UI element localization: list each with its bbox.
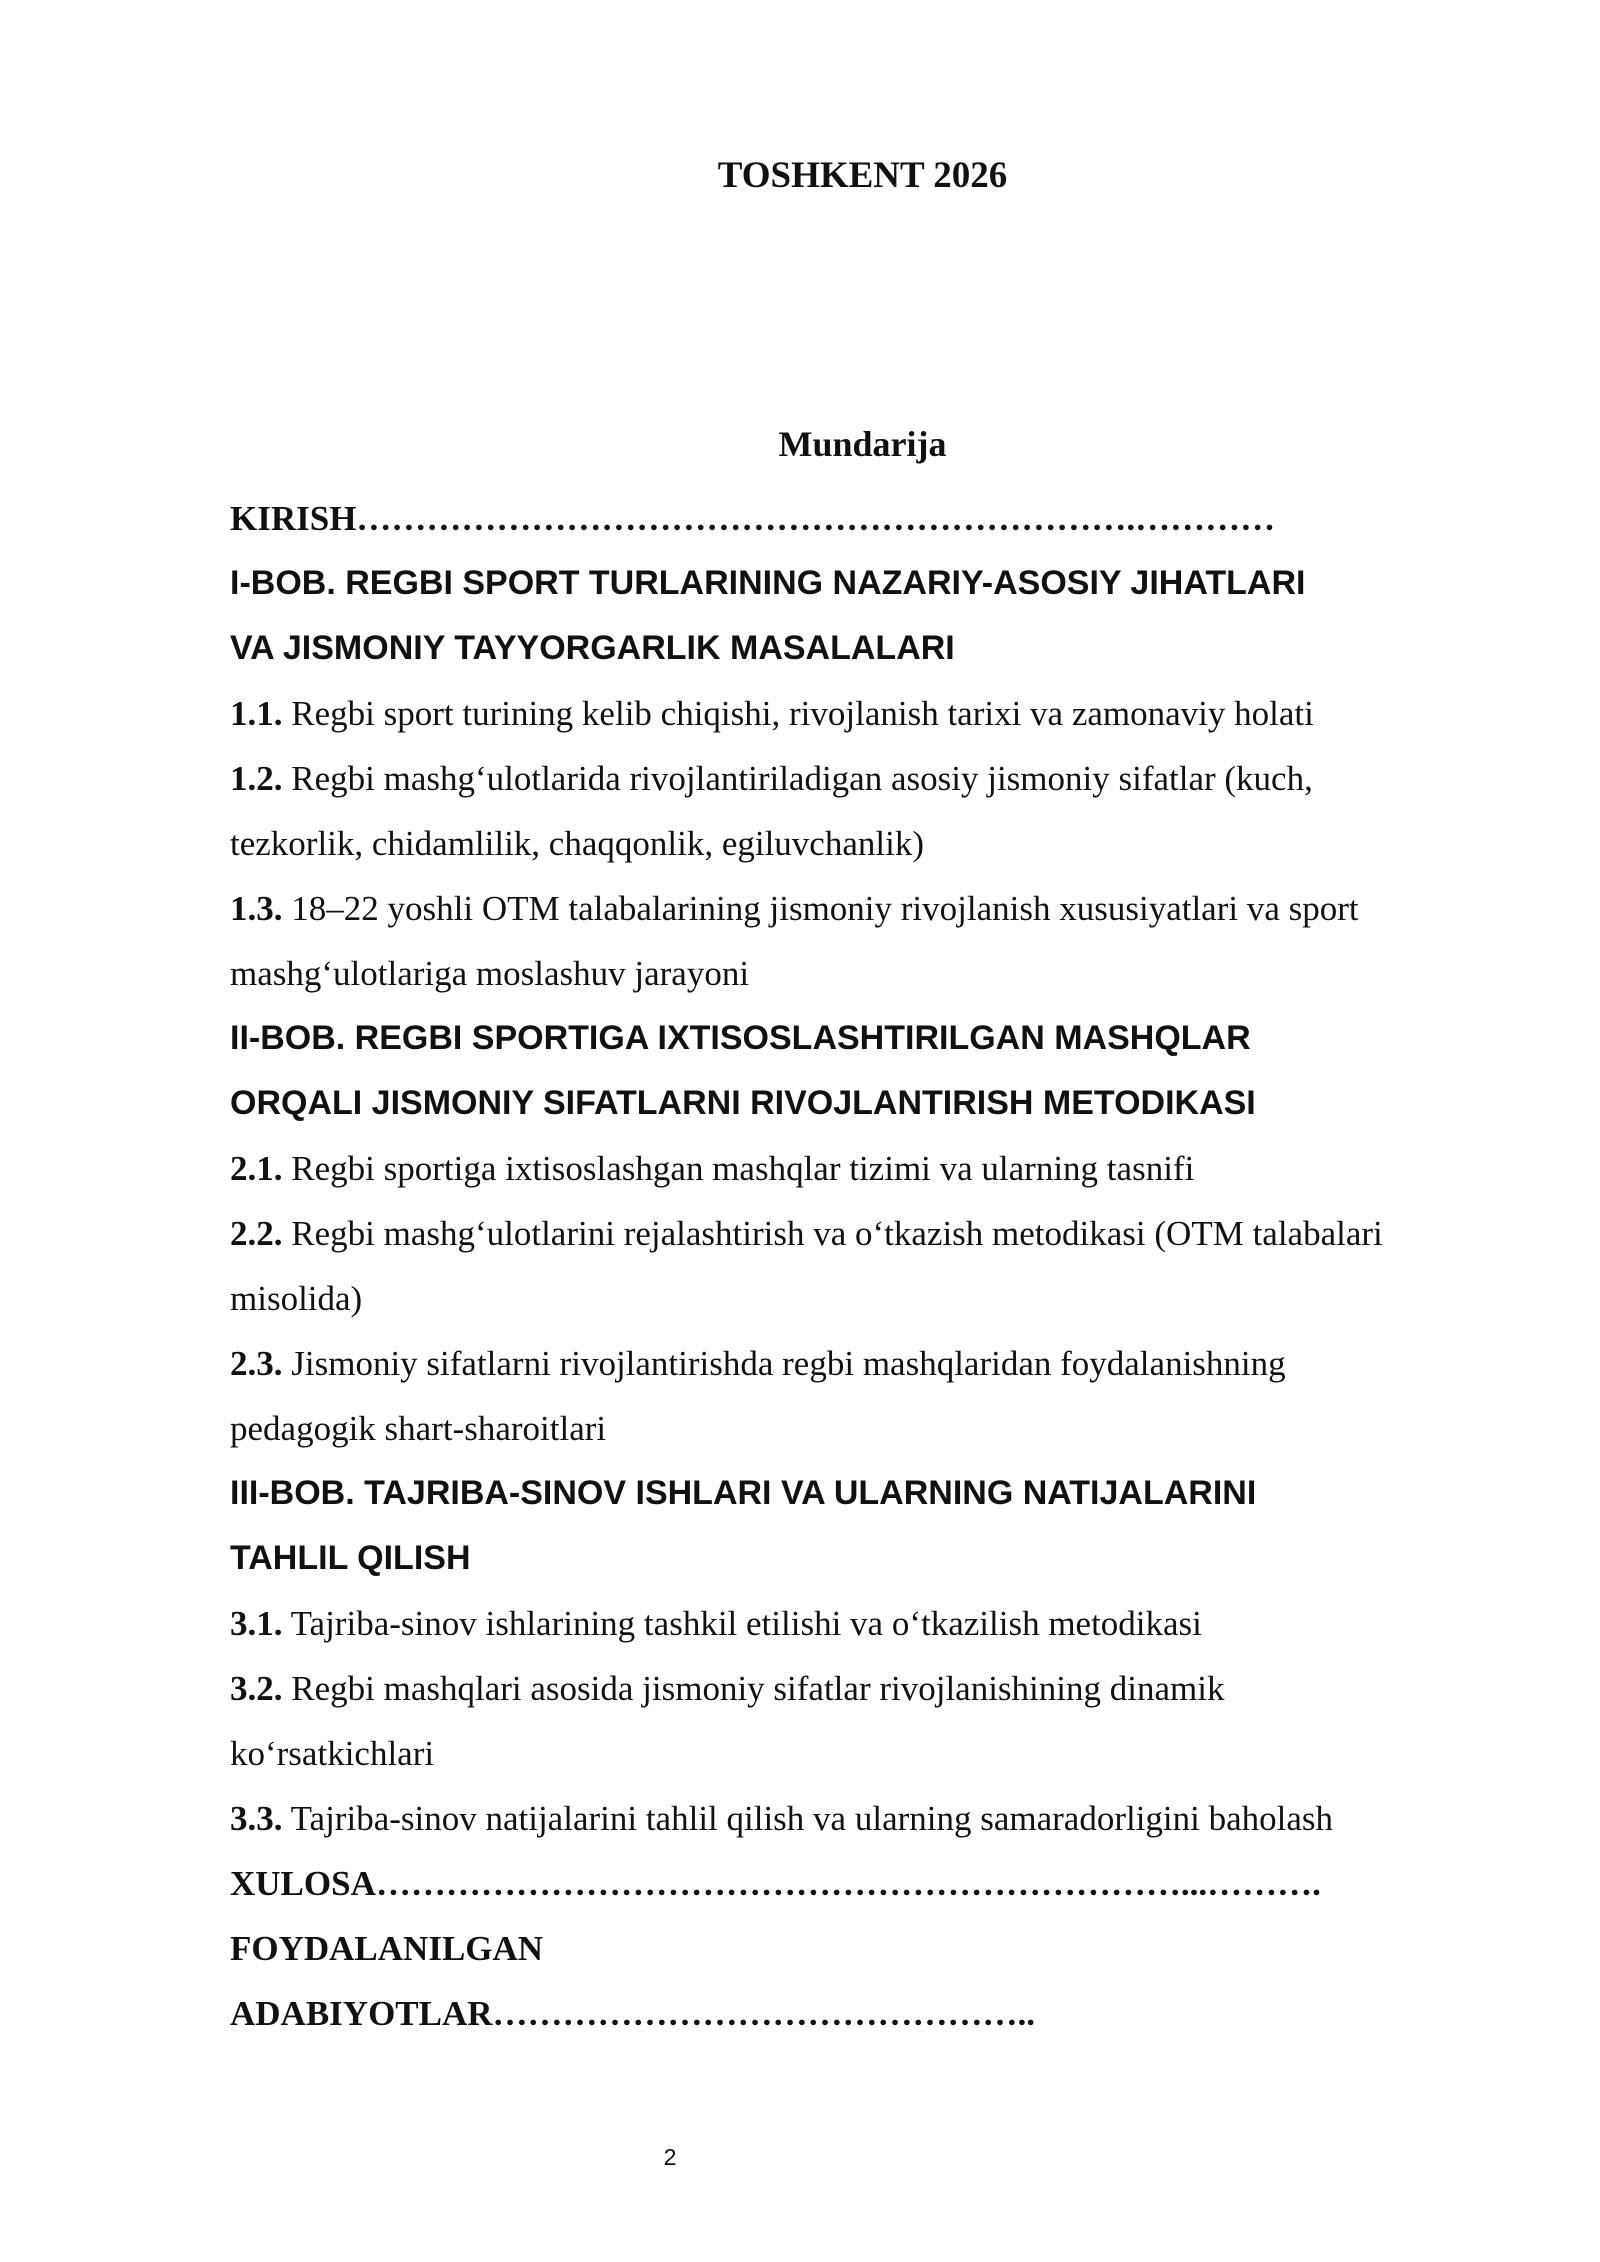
- toc-item: [230, 1591, 1480, 1656]
- toc-chapter-heading: [230, 551, 1480, 616]
- toc-item-text: II-BOB. REGBI SPORTIGA IXTISOSLASHTIRILGAN MASHQLAR: [230, 1019, 1251, 1057]
- toc-item: [230, 1656, 1480, 1721]
- toc-item-text: Regbi sportiga ixtisoslashgan mashqlar tizimi va ularning tasnifi: [282, 1149, 1195, 1188]
- toc-chapter-heading: [230, 1461, 1480, 1526]
- toc-item-number: 2.1.: [230, 1149, 283, 1188]
- toc-item: [230, 1266, 1480, 1331]
- toc-item: [230, 941, 1480, 1006]
- toc-item-text: VA JISMONIY TAYYORGARLIK MASALALARI: [230, 629, 955, 667]
- toc-item-text: 18–22 yoshli OTM talabalarining jismoniy rivojlanish xususiyatlari va sport: [282, 889, 1359, 928]
- toc-item-number: 3.3.: [230, 1799, 283, 1838]
- toc-item-text: I-BOB. REGBI SPORT TURLARINING NAZARIY-ASOSIY JIHATLARI: [230, 564, 1306, 602]
- toc-title: Mundarija: [778, 424, 947, 464]
- toc-item-number: 1.3.: [230, 889, 283, 928]
- toc-item-text: III-BOB. TAJRIBA-SINOV ISHLARI VA ULARNING NATIJALARINI: [230, 1474, 1257, 1512]
- toc-section-heading: [230, 486, 1480, 551]
- toc-item-text: Regbi mashg‘ulotlarini rejalashtirish va o‘tkazish metodikasi (OTM talabalari: [282, 1214, 1383, 1253]
- toc-chapter-heading: [230, 1006, 1480, 1071]
- toc-item: [230, 811, 1480, 876]
- table-of-contents: [230, 486, 1480, 2046]
- toc-item-text: tezkorlik, chidamlilik, chaqqonlik, egiluvchanlik): [230, 824, 924, 863]
- page-number: 2: [663, 2144, 677, 2170]
- toc-item-text: Jismoniy sifatlarni rivojlantirishda regbi mashqlaridan foydalanishning: [282, 1344, 1286, 1383]
- toc-item-text: Regbi mashg‘ulotlarida rivojlantiriladigan asosiy jismoniy sifatlar (kuch,: [282, 759, 1313, 798]
- toc-item-text: Tajriba-sinov ishlarining tashkil etilishi va o‘tkazilish metodikasi: [282, 1604, 1202, 1643]
- toc-item-number: 1.2.: [230, 759, 283, 798]
- toc-section-heading: [230, 1981, 1480, 2046]
- toc-item-text: Tajriba-sinov natijalarini tahlil qilish va ularning samaradorligini baholash: [282, 1799, 1334, 1838]
- toc-item-number: 2.3.: [230, 1344, 283, 1383]
- toc-item-text: XULOSA……………………………………………………………...……….: [230, 1864, 1321, 1903]
- toc-item-text: KIRISH………………………………………………………….…………: [230, 499, 1276, 538]
- city-year-heading: TOSHKENT 2026: [717, 155, 1008, 196]
- toc-item: [230, 1721, 1480, 1786]
- toc-item-number: 3.1.: [230, 1604, 283, 1643]
- toc-item: [230, 1396, 1480, 1461]
- toc-item-text: ORQALI JISMONIY SIFATLARNI RIVOJLANTIRISH METODIKASI: [230, 1084, 1256, 1122]
- toc-item-text: misolida): [230, 1279, 363, 1318]
- toc-item-number: 3.2.: [230, 1669, 283, 1708]
- toc-section-heading: [230, 1851, 1480, 1916]
- toc-section-heading: [230, 1916, 1480, 1981]
- toc-item: [230, 1136, 1480, 1201]
- toc-chapter-heading: [230, 1071, 1480, 1136]
- toc-item-text: ko‘rsatkichlari: [230, 1734, 435, 1773]
- toc-chapter-heading: [230, 616, 1480, 681]
- toc-item: [230, 876, 1480, 941]
- toc-item-text: FOYDALANILGAN: [230, 1929, 544, 1968]
- toc-item-text: mashg‘ulotlariga moslashuv jarayoni: [230, 954, 750, 993]
- toc-item: [230, 1331, 1480, 1396]
- toc-chapter-heading: [230, 1526, 1480, 1591]
- toc-item-text: Regbi sport turining kelib chiqishi, rivojlanish tarixi va zamonaviy holati: [282, 694, 1314, 733]
- toc-item: [230, 1201, 1480, 1266]
- toc-item-text: Regbi mashqlari asosida jismoniy sifatlar rivojlanishining dinamik: [282, 1669, 1225, 1708]
- toc-item-number: 2.2.: [230, 1214, 283, 1253]
- toc-item: [230, 1786, 1480, 1851]
- toc-item: [230, 681, 1480, 746]
- toc-item-text: ADABIYOTLAR………………………………………..: [230, 1994, 1036, 2033]
- toc-item: [230, 746, 1480, 811]
- toc-item-text: pedagogik shart-sharoitlari: [230, 1409, 607, 1448]
- toc-item-number: 1.1.: [230, 694, 283, 733]
- toc-item-text: TAHLIL QILISH: [230, 1539, 471, 1577]
